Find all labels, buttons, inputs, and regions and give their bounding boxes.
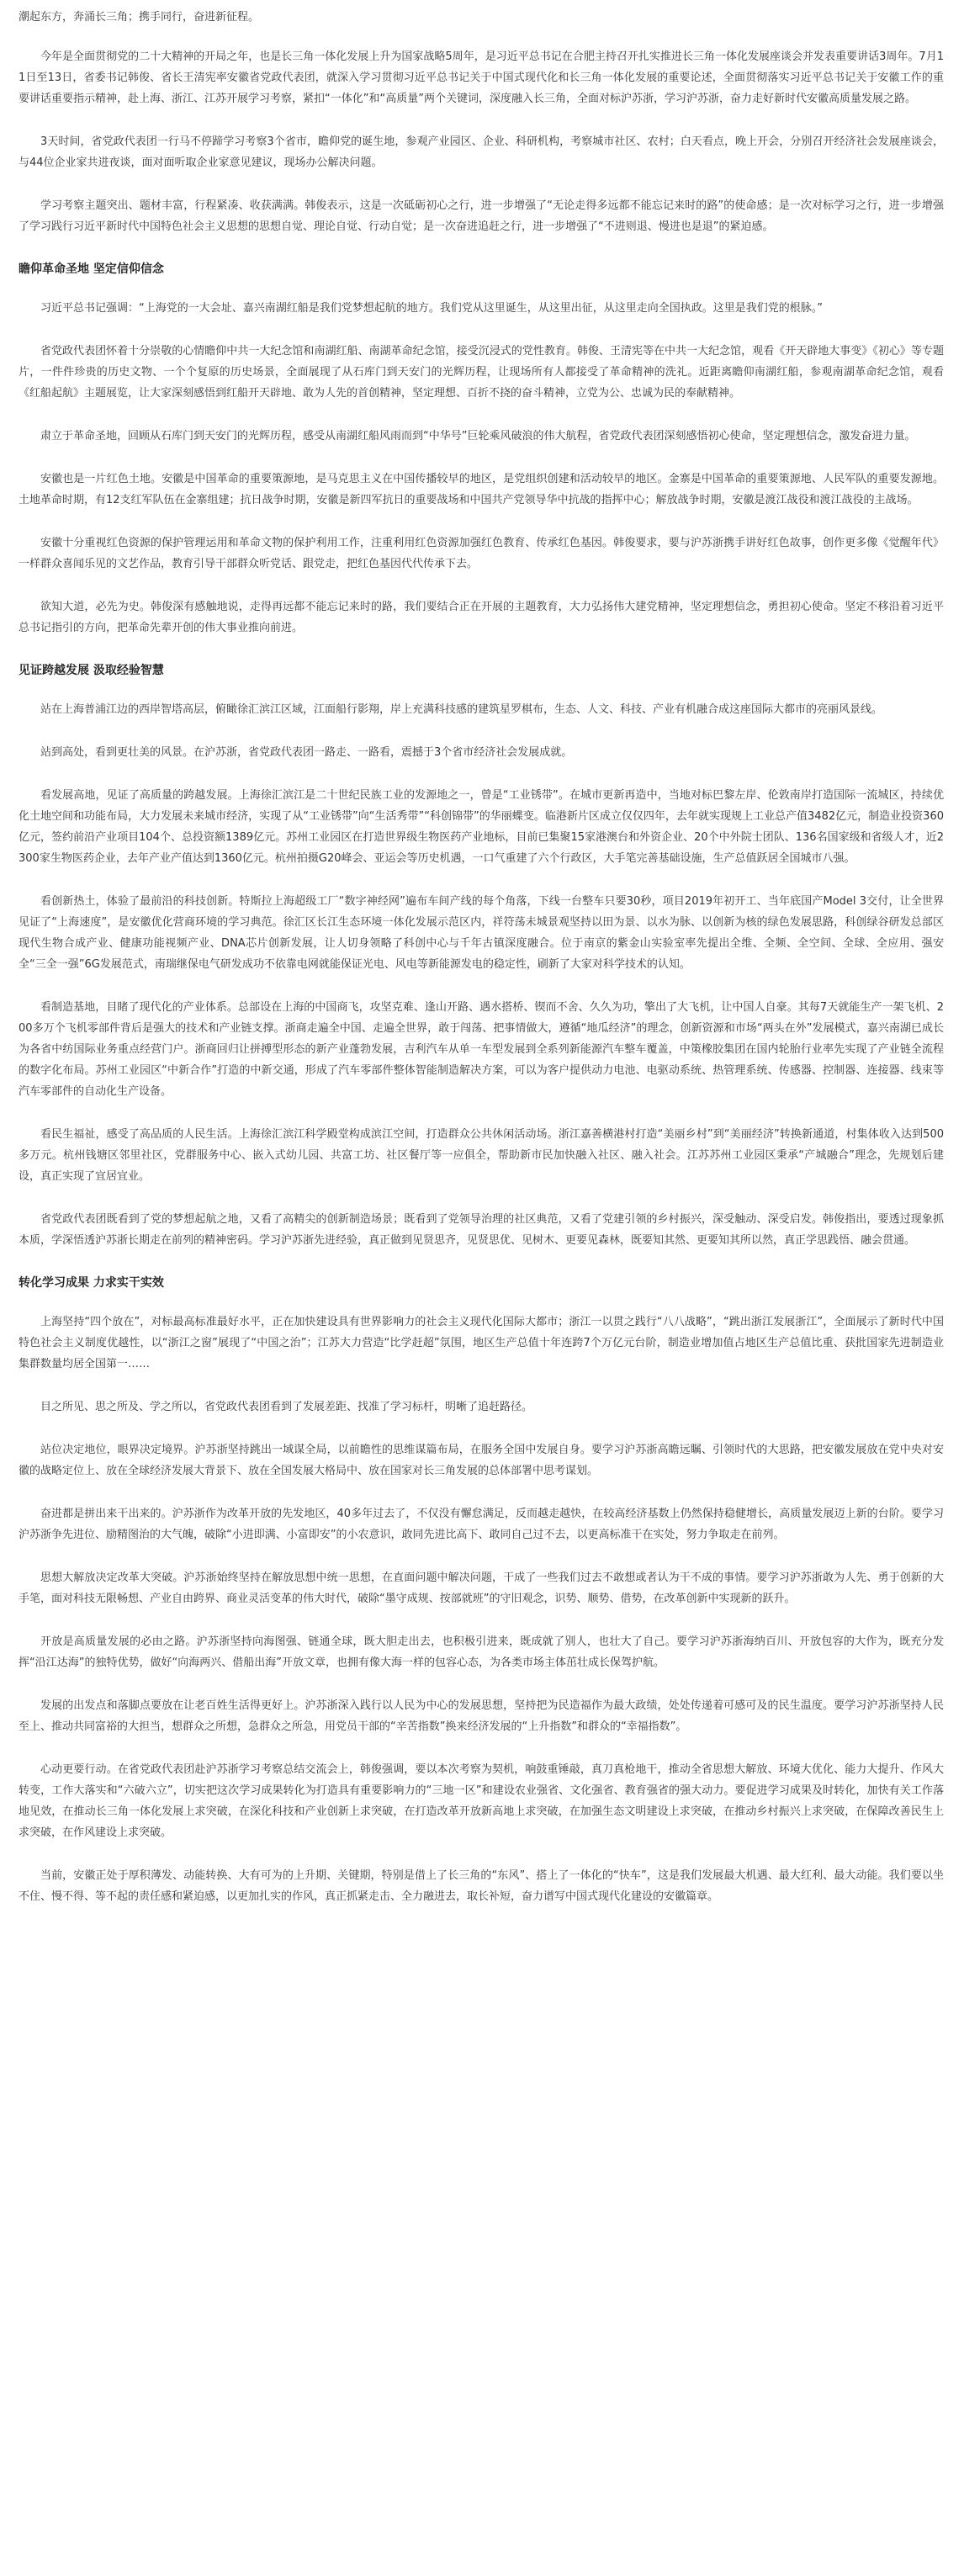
section-development-experience [19,660,944,1251]
body-paragraph: 肃立于革命圣地，回顾从石库门到天安门的光辉历程，感受从南湖红船风雨而到“中华号”巨轮乘风破浪的伟大航程，省党政代表团深刻感悟初心使命，坚定理想信念，激发奋进力量。 [40,430,916,443]
body-paragraph: 当前，安徽正处于厚积薄发、动能转换、大有可为的上升期、关键期，特别是借上了长三角的“东风”、搭上了一体化的“快车”，这是我们发展最大机遇、最大红利、最大动能。我们要以坐不住、慢不得、等不起的责任感和紧迫感，以更加扎实的作风，真正抓紧走击、全力融进去，取长补短，奋力谱写中国式现代化建设的安徽篇章。 [19,1869,944,1903]
body-paragraph: 欲知大道，必先为史。韩俊深有感触地说，走得再远都不能忘记来时的路，我们要结合正在开展的主题教育，大力弘扬伟大建党精神，坚定理想信念，勇担初心使命。坚定不移沿着习近平总书记指引的方向，把革命先辈开创的伟大事业推向前进。 [19,601,944,634]
body-paragraph: 安徽也是一片红色土地。安徽是中国革命的重要策源地，是马克思主义在中国传播较早的地区，是党组织创建和活动较早的地区。金寨是中国革命的重要策源地、人民军队的重要发源地。土地革命时期，有12支红军队伍在金寨组建；抗日战争时期，安徽是新四军抗日的重要战场和中国共产党领导华中抗战的指挥中心；解放战争时期，安徽是渡江战役和渡江战役的主战场。 [19,473,944,506]
section-heading: 转化学习成果 力求实干实效 [19,1276,164,1290]
body-paragraph: 站在上海普浦江边的西岸智塔高层，俯瞰徐汇滨江区域，江面船行影翔，岸上充满科技感的建筑星罗棋布，生态、人文、科技、产业有机融合成这座国际大都市的亮丽风景线。 [40,703,883,716]
lead-paragraph: 潮起东方，奔涌长三角；携手同行，奋进新征程。 [19,11,260,24]
section-heading: 瞻仰革命圣地 坚定信仰信念 [19,262,164,276]
body-paragraph: 发展的出发点和落脚点要放在让老百姓生活得更好上。沪苏浙深入践行以人民为中心的发展思想，坚持把为民造福作为最大政绩，处处传递着可感可及的民生温度。要学习沪苏浙坚持人民至上、推动共同富裕的大担当，想群众之所想，急群众之所急，用党员干部的“辛苦指数”换来经济发展的“上升指数”和群众的“幸福指数”。 [19,1699,944,1733]
body-paragraph: 目之所见、思之所及、学之所以，省党政代表团看到了发展差距、找准了学习标杆，明晰了追赶路径。 [40,1401,533,1413]
body-paragraph: 心动更要行动。在省党政代表团赴沪苏浙学习考察总结交流会上，韩俊强调，要以本次考察为契机，响鼓重锤敲，真刀真枪地干，推动全省思想大解放、环境大优化、能力大提升、作风大转变，工作大落实和“六破六立”，切实把这次学习成果转化为打造具有重要影响力的“三地一区”和建设农业强省、文化强省、教育强省的强大动力。要促进学习成果及时转化，加快有关工作落地见效，在推动长三角一体化发展上求突破，在深化科技和产业创新上求突破，在打造改革开放新高地上求突破，在加强生态文明建设上求突破，在推动乡村振兴上求突破，在保障改善民生上求突破，在作风建设上求突破。 [19,1763,944,1839]
body-paragraph: 站位决定地位，眼界决定境界。沪苏浙坚持跳出一域谋全局，以前瞻性的思维谋篇布局，在服务全国中发展自身。要学习沪苏浙高瞻远瞩、引领时代的大思路，把安徽发展放在党中央对安徽的战略定位上、放在全球经济发展大背景下、放在全国发展大格局中、放在国家对长三角发展的总体部署中思考谋划。 [19,1444,944,1477]
body-paragraph: 奋进都是拼出来干出来的。沪苏浙作为改革开放的先发地区，40多年过去了，不仅没有懈怠满足，反而越走越快，在较高经济基数上仍然保持稳健增长，高质量发展迈上新的台阶。要学习沪苏浙争先进位、励精图治的大气魄，破除“小进即满、小富即安”的小农意识，敢同先进比高下、敢同自己过不去，以更高标准干在实处，努力争取走在前列。 [19,1508,944,1541]
body-paragraph: 上海坚持“四个放在”，对标最高标准最好水平，正在加快建设具有世界影响力的社会主义现代化国际大都市；浙江一以贯之践行“八八战略”，“跳出浙江发展浙江”，全面展示了新时代中国特色社会主义制度优越性，以“浙江之窗”展现了“中国之治”；江苏大力营造“比学赶超”氛围，地区生产总值十年连跨7个万亿元台阶，制造业增加值占地区生产总值比重、获批国家先进制造业集群数量均居全国第一…… [19,1316,944,1370]
body-paragraph: 看发展高地，见证了高质量的跨越发展。上海徐汇滨江是二十世纪民族工业的发源地之一，曾是“工业锈带”。在城市更新再造中，当地对标巴黎左岸、伦敦南岸打造国际一流城区，持续优化土地空间和功能布局，大力发展未来城市经济，实现了从“工业锈带”向“生活秀带”“科创锦带”的华丽蝶变。临港新片区成立仅仅四年，去年就实现规上工业总产值3482亿元，制造业投资360亿元，签约前沿产业项目104个、总投资额1389亿元。苏州工业园区在打造世界级生物医药产业地标，目前已集聚15家港澳台和外资企业、20个中外院士团队、136名国家级和省级人才，近2300家生物医药企业，去年产业产值达到1360亿元。杭州拍摄G20峰会、亚运会等历史机遇，一口气重建了六个行政区，大手笔完善基础设施，生产总值跃居全国城市八强。 [19,789,944,865]
body-paragraph: 省党政代表团怀着十分崇敬的心情瞻仰中共一大纪念馆和南湖红船、南湖革命纪念馆，接受沉浸式的党性教育。韩俊、王清宪等在中共一大纪念馆，观看《开天辟地大事变》《初心》等专题片，一件件珍贵的历史文物、一个个复原的历史场景，全面展现了从石库门到天安门的光辉历程，让现场所有人都接受了革命精神的洗礼。近距离瞻仰南湖红船，参观南湖革命纪念馆，观看《红船起航》主题展览，让大家深刻感悟到红船开天辟地、敢为人先的首创精神，坚定理想、百折不挠的奋斗精神，立党为公、忠诚为民的奉献精神。 [19,345,944,400]
body-paragraph: 安徽十分重视红色资源的保护管理运用和革命文物的保护利用工作，注重利用红色资源加强红色教育、传承红色基因。韩俊要求，要与沪苏浙携手讲好红色故事，创作更多像《觉醒年代》一样群众喜闻乐见的文艺作品，教育引导干部群众听党话、跟党走，把红色基因代代传承下去。 [19,537,944,570]
body-paragraph: 看创新热土，体验了最前沿的科技创新。特斯拉上海超级工厂“数字神经网”遍布车间产线的每个角落，下线一台整车只要30秒，项目2019年初开工、当年底国产Model 3交付，让全世界见证了“上海速度”，是安徽优化营商环境的学习典范。徐汇区长江生态环境一体化发展示范区内，祥符荡未城景观坚持以田为景、以水为脉、以创新为核的绿色发展思路，科创绿谷研发总部区现代生物合成产业、健康功能视频产业、DNA芯片创新发展，让人切身领略了科创中心与千年古镇深度融合。位于南京的紫金山实验室率先提出全维、全频、全空间、全球、全应用、强安全“三全一强”6G发展范式，南瑞继保电气研发成功不依靠电网就能保证光电、风电等新能源发电的稳定性，刷新了大家对科学技术的认知。 [19,895,944,971]
section-heading: 见证跨越发展 汲取经验智慧 [19,664,164,677]
section-revolutionary-sites [19,259,944,639]
intro-paragraph: 今年是全面贯彻党的二十大精神的开局之年，也是长三角一体化发展上升为国家战略5周年，是习近平总书记在合肥主持召开扎实推进长三角一体化发展座谈会并发表重要讲话3周年。7月11日至13日，省委书记韩俊、省长王清宪率安徽省党政代表团，就深入学习贯彻习近平总书记关于中国式现代化和长三角一体化发展的重要论述，全面贯彻落实习近平总书记关于安徽工作的重要讲话重要指示精神，赴上海、浙江、江苏开展学习考察，紧扣“一体化”和“高质量”两个关键词，深度融入长三角，全面对标沪苏浙，学习沪苏浙，奋力走好新时代安徽高质量发展之路。 [19,50,944,105]
body-paragraph: 开放是高质量发展的必由之路。沪苏浙坚持向海图强、链通全球，既大胆走出去，也积极引进来，既成就了别人，也壮大了自己。要学习沪苏浙海纳百川、开放包容的大作为，既充分发挥“沿江达海”的独特优势，做好“向海两兴、借船出海”开放文章，也拥有像大海一样的包容心态，为各类市场主体茁壮成长保驾护航。 [19,1635,944,1669]
body-paragraph: 站到高处，看到更壮美的风景。在沪苏浙，省党政代表团一路走、一路看，震撼于3个省市经济社会发展成就。 [40,746,573,759]
body-paragraph: 看制造基地，目睹了现代化的产业体系。总部设在上海的中国商飞，攻坚克难、逢山开路、遇水搭桥、锲而不舍、久久为功，擎出了大飞机，让中国人自豪。其每7天就能生产一架飞机、200多万个飞机零部件背后是强大的技术和产业链支撑。浙商走遍全中国、走遍全世界，敢于闯荡、把事情做大，遵循“地瓜经济”的理念，创新资源和市场“两头在外”发展模式，嘉兴南湖已成长为各省中纺国际业务重点经营门户。浙商回归让拼搏型形态的新产业蓬勃发展，吉利汽车从单一车型发展到全系列新能源汽车整车覆盖，中策橡胶集团在国内轮胎行业率先实现了产业链全流程的数字化布局。苏州工业园区“中新合作”打造的中新交通，形成了汽车零部件整体智能制造解决方案，可以为客户提供动力电池、电驱动系统、热管理系统、传感器、控制器、连接器、线束等汽车零部件的自动化生产设备。 [19,1001,944,1098]
intro-paragraph: 3天时间，省党政代表团一行马不停蹄学习考察3个省市，瞻仰党的诞生地，参观产业园区、企业、科研机构，考察城市社区、农村；白天看点，晚上开会，分别召开经济社会发展座谈会，与44位企业家共进夜谈，面对面听取企业家意见建议，现场办公解决问题。 [19,135,944,169]
body-paragraph: 看民生福祉，感受了高品质的人民生活。上海徐汇滨江科学殿堂构成滨江空间，打造群众公共休闲活动场。浙江嘉善横港村打造“美丽乡村”到“美丽经济”转换新通道，村集体收入达到500多万元。杭州钱塘区邻里社区，党群服务中心、嵌入式幼儿园、共富工坊、社区餐厅等一应俱全，帮助新市民加快融入社区、融入社会。江苏苏州工业园区秉承“产城融合”理念，先规划后建设，真正实现了宜居宜业。 [19,1128,944,1183]
section-learning-results [19,1273,944,1907]
body-paragraph: 思想大解放决定改革大突破。沪苏浙始终坚持在解放思想中统一思想，在直面问题中解决问题，干成了一些我们过去不敢想或者认为干不成的事情。要学习沪苏浙敢为人先、勇于创新的大手笔，面对科技无限畅想、产业自由跨界、商业灵活变革的伟大时代，破除“墨守成规、按部就班”的守旧观念，识势、顺势、借势，在改革创新中实现新的跃升。 [19,1572,944,1605]
intro-paragraph: 学习考察主题突出、题材丰富，行程紧凑、收获满满。韩俊表示，这是一次砥砺初心之行，进一步增强了“无论走得多远都不能忘记来时的路”的使命感；是一次对标学习之行，进一步增强了学习践行习近平新时代中国特色社会主义思想的思想自觉、理论自觉、行动自觉；是一次奋进追赶之行，进一步增强了“不进则退、慢进也是退”的紧迫感。 [19,199,944,233]
body-paragraph: 习近平总书记强调：“上海党的一大会址、嘉兴南湖红船是我们党梦想起航的地方。我们党从这里诞生，从这里出征，从这里走向全国执政。这里是我们党的根脉。” [40,302,823,315]
body-paragraph: 省党政代表团既看到了党的梦想起航之地，又看了高精尖的创新制造场景；既看到了党领导治理的社区典范，又看了党建引领的乡村振兴，深受触动、深受启发。韩俊指出，要透过现象抓本质，学深悟透沪苏浙长期走在前列的精神密码。学习沪苏浙先进经验，真正做到见贤思齐，见贤思优、见树木、更要见森林，既要知其然、更要知其所以然，真正学思践悟、融会贯通。 [19,1213,944,1247]
